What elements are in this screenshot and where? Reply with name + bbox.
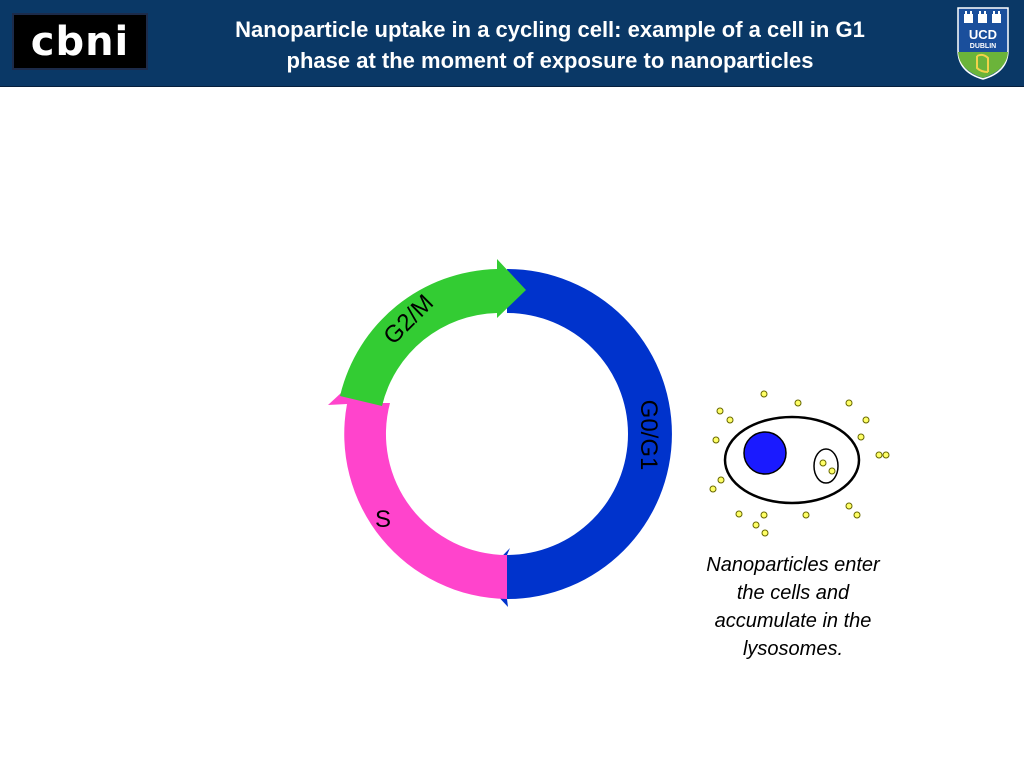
ucd-logo-text: UCD <box>968 27 998 42</box>
slide-title-line-2: phase at the moment of exposure to nanoparticles <box>286 48 814 73</box>
nanoparticle <box>863 417 869 423</box>
nanoparticle-in-lysosome <box>820 460 826 466</box>
ucd-logo-subtext: DUBLIN <box>969 43 997 50</box>
nanoparticle <box>717 408 723 414</box>
nanoparticle <box>727 417 733 423</box>
nanoparticle <box>846 400 852 406</box>
nanoparticle <box>761 391 767 397</box>
nanoparticle <box>713 437 719 443</box>
g0-g1-label: G0/G1 <box>635 399 662 471</box>
caption-line-4: lysosomes. <box>742 638 844 660</box>
caption-line-2: the cells and <box>736 582 850 604</box>
lysosome <box>814 449 838 483</box>
nanoparticle <box>718 477 724 483</box>
nanoparticle <box>803 512 809 518</box>
cbni-logo-text: cbni <box>30 18 130 65</box>
nanoparticle <box>762 530 768 536</box>
nanoparticle <box>876 452 882 458</box>
nanoparticle <box>761 512 767 518</box>
nanoparticle <box>846 503 852 509</box>
nanoparticle <box>710 486 716 492</box>
nanoparticle <box>854 512 860 518</box>
cell-nucleus <box>744 432 786 474</box>
s-phase-label: S <box>374 506 392 533</box>
caption-line-1: Nanoparticles enter <box>706 554 880 576</box>
nanoparticle <box>753 522 759 528</box>
nanoparticle <box>736 511 742 517</box>
caption <box>680 551 906 663</box>
nanoparticle-in-lysosome <box>829 468 835 474</box>
slide-title-line-1: Nanoparticle uptake in a cycling cell: example of a cell in G1 <box>235 17 865 42</box>
g2-m-phase-arrow <box>340 259 526 406</box>
nanoparticle <box>795 400 801 406</box>
s-phase-arrow <box>328 381 507 599</box>
caption-line-3: accumulate in the <box>714 610 872 632</box>
nanoparticle <box>883 452 889 458</box>
g2-m-label: G2/M <box>378 289 439 350</box>
nanoparticle <box>858 434 864 440</box>
